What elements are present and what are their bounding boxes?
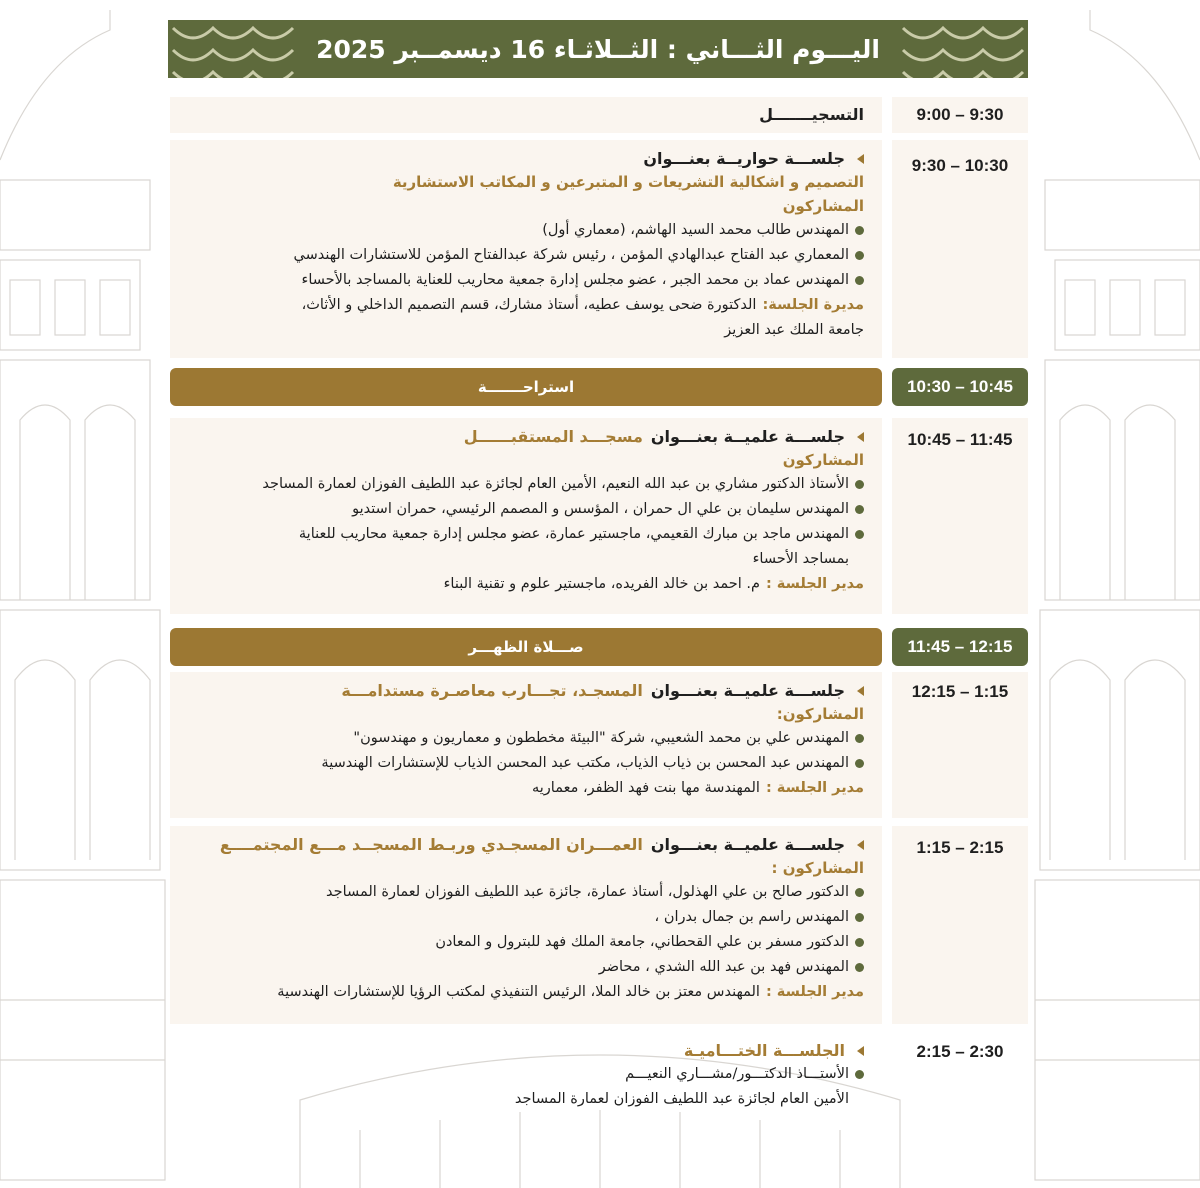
session-4-participants-label: المشاركون : [771,859,864,877]
closing-speaker: الأستـــاذ الدكتـــور/مشـــاري النعيـــم [188,1062,864,1087]
session-4-moderator: مدير الجلسة :المهندس معتز بن خالد الملا، الرئيس التنفيذي لمكتب الرؤيا للإستشارات الهندسية [277,984,864,1000]
break-1-panel [170,368,882,406]
session-4-label: جلســـة علميــة بعنـــوان [650,835,845,854]
session-2-label: جلســـة علميــة بعنـــوان [650,427,845,446]
session-3-label: جلســـة علميــة بعنـــوان [650,681,845,700]
bullet-dot-icon [855,938,864,947]
bullet-dot-icon [855,759,864,768]
session-1-moderator-line-2: جامعة الملك عبد العزيز [724,322,864,338]
bullet-dot-icon [855,888,864,897]
participant-item: المعماري عبد الفتاح عبدالهادي المؤمن ، رئيس شركة عبدالفتاح المؤمن للاستشارات الهندسي [188,243,864,268]
participant-item: الدكتور صالح بن علي الهذلول، أستاذ عمارة، جائزة عبد اللطيف الفوزان لعمارة المساجد [188,880,864,905]
bullet-arrow-icon [857,686,864,696]
bullet-dot-icon [855,1070,864,1079]
day-title: اليـــوم الثـــاني : الثــلاثـاء 16 ديسمــبر 2025 [316,34,880,64]
session-2-time: 10:45 – 11:45 [892,418,1028,614]
closing-speaker-role: الأمين العام لجائزة عبد اللطيف الفوزان لعمارة المساجد [514,1091,849,1107]
day-header-banner [168,20,1028,78]
session-2-topic: مسجـــد المستقبــــــل [463,427,643,446]
closing-time: 2:15 – 2:30 [916,1042,1004,1061]
bullet-dot-icon [855,480,864,489]
geometric-pattern-right-icon [878,20,1028,78]
break-1-title: استراحـــــــة [477,378,575,396]
session-3-time: 12:15 – 1:15 [892,672,1028,818]
bullet-dot-icon [855,913,864,922]
bullet-dot-icon [855,505,864,514]
break-1-time: 10:30 – 10:45 [892,368,1028,406]
participant-item: المهندس عبد المحسن بن ذياب الذياب، مكتب عبد المحسن الذياب للإستشارات الهندسية [188,751,864,776]
session-3-moderator: مدير الجلسة :المهندسة مها بنت فهد الظفر، معماريه [532,780,864,796]
participant-item: المهندس راسم بن جمال بدران ، [188,905,864,930]
geometric-pattern-left-icon [168,20,318,78]
bullet-dot-icon [855,530,864,539]
registration-panel [170,97,882,133]
participant-item: المهندس فهد بن عبد الله الشدي ، محاضر [188,955,864,980]
participant-item: المهندس ماجد بن مبارك القعيمي، ماجستير عمارة، عضو مجلس إدارة جمعية محاريب للعناية [188,522,864,547]
participant-item: المهندس عماد بن محمد الجبر ، عضو مجلس إدارة جمعية محاريب للعناية بالمساجد بالأحساء [188,268,864,293]
session-3-topic: المسجـد، تجـــارب معاصـرة مستدامـــة [341,681,643,700]
break-2-panel [170,628,882,666]
session-2-panel [170,418,882,614]
registration-time: 9:00 – 9:30 [892,97,1028,133]
participant-item: المهندس علي بن محمد الشعيبي، شركة "البيئة مخططون و معماريون و مهندسون" [188,726,864,751]
bullet-dot-icon [855,734,864,743]
bullet-arrow-icon [857,840,864,850]
session-2-participants-label: المشاركون [782,451,864,469]
participant-continuation: بمساجد الأحساء [752,551,849,567]
session-1-topic: التصميم و اشكالية التشريعات و المتبرعين و المكاتب الاستشارية [392,173,864,191]
bullet-arrow-icon [857,154,864,164]
session-1-moderator: مديرة الجلسة:الدكتورة ضحى يوسف عطيه، أستاذ مشارك، قسم التصميم الداخلي و الأثاث، [301,297,864,313]
participant-item: الأستاذ الدكتور مشاري بن عبد الله النعيم، الأمين العام لجائزة عبد اللطيف الفوزان لعمارة المساجد [188,472,864,497]
session-3-panel [170,672,882,818]
participant-item: الدكتور مسفر بن علي القحطاني، جامعة الملك فهد للبترول و المعادن [188,930,864,955]
bullet-arrow-icon [857,432,864,442]
session-1-participants-label: المشاركون [782,197,864,215]
participant-item: المهندس طالب محمد السيد الهاشم، (معماري أول) [188,218,864,243]
registration-title: التسجيـــــــل [759,105,864,124]
session-1-label: جلســـة حواريــة بعنـــوان [643,149,845,168]
bullet-dot-icon [855,963,864,972]
session-4-time: 1:15 – 2:15 [892,826,1028,1024]
bullet-dot-icon [855,226,864,235]
closing-panel [170,1034,882,1118]
session-1-time: 9:30 – 10:30 [892,140,1028,358]
session-4-topic: العمـــران المسجـدي وربـط المسجــد مـــع المجتمــــع [219,835,643,854]
bullet-dot-icon [855,276,864,285]
break-2-title: صـــلاة الظهـــر [468,638,584,656]
session-1-panel [170,140,882,358]
session-2-moderator: مدير الجلسة :م. احمد بن خالد الفريده، ماجستير علوم و تقنية البناء [443,576,864,592]
participant-item: المهندس سليمان بن علي ال حمران ، المؤسس و المصمم الرئيسي، حمران استديو [188,497,864,522]
closing-title: الجلســـة الختـــاميـة [683,1041,845,1060]
bullet-arrow-icon [857,1046,864,1056]
session-4-panel [170,826,882,1024]
bullet-dot-icon [855,251,864,260]
break-2-time: 11:45 – 12:15 [892,628,1028,666]
session-3-participants-label: المشاركون: [776,705,864,723]
